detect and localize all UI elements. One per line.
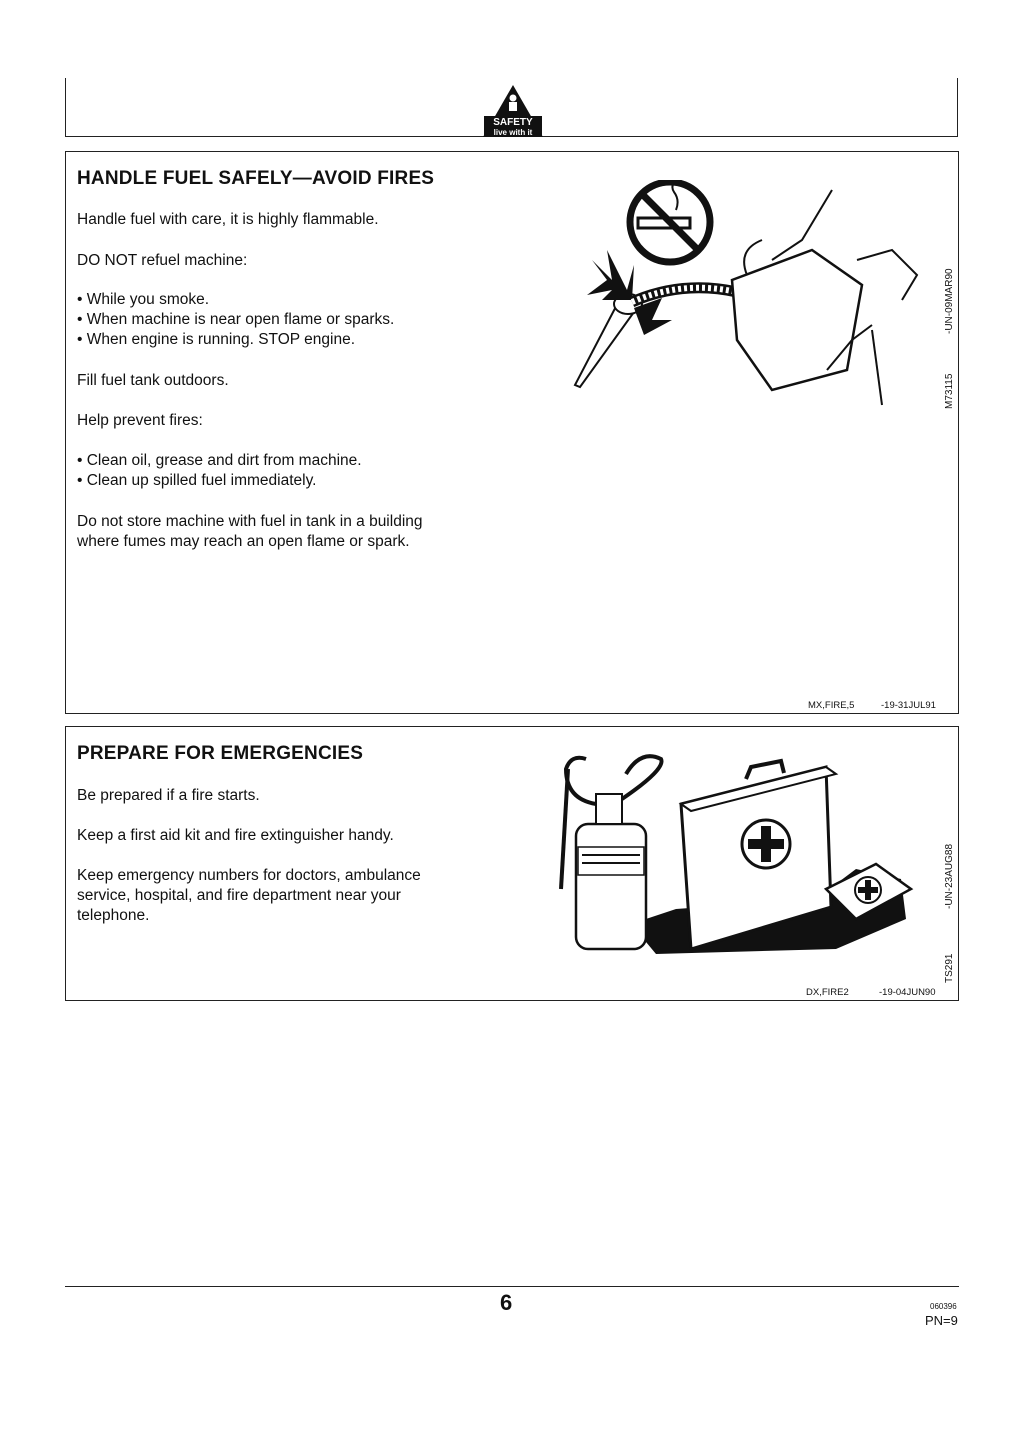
paragraph: Be prepared if a fire starts. xyxy=(77,787,260,804)
text-line: service, hospital, and fire department near your xyxy=(77,887,401,904)
paragraph xyxy=(77,512,497,552)
paragraph: Fill fuel tank outdoors. xyxy=(77,372,229,389)
list-item: • Clean oil, grease and dirt from machine. xyxy=(77,451,362,471)
reference-date: -19-31JUL91 xyxy=(881,700,936,711)
paragraph xyxy=(77,866,497,926)
fuel-can-illustration xyxy=(572,180,924,410)
image-code: M73115 xyxy=(944,373,955,409)
emergency-illustration xyxy=(556,749,916,959)
image-code: -UN-23AUG88 xyxy=(944,843,955,909)
fire-extinguisher-illustration xyxy=(561,756,662,949)
list-item: • When machine is near open flame or sparks. xyxy=(77,310,394,330)
page-number: 6 xyxy=(500,1290,513,1315)
text-line: telephone. xyxy=(77,907,150,924)
paragraph: Help prevent fires: xyxy=(77,412,203,429)
paragraph: Keep a first aid kit and fire extinguisher handy. xyxy=(77,827,394,844)
image-code: -UN-09MAR90 xyxy=(944,268,955,334)
paragraph: DO NOT refuel machine: xyxy=(77,252,248,269)
reference-code: MX,FIRE,5 xyxy=(808,700,855,711)
text-line: where fumes may reach an open flame or spark. xyxy=(77,533,410,550)
list-item: • Clean up spilled fuel immediately. xyxy=(77,471,362,491)
reference-code: DX,FIRE2 xyxy=(806,987,849,998)
section-title: PREPARE FOR EMERGENCIES xyxy=(77,743,364,764)
section-title: HANDLE FUEL SAFELY—AVOID FIRES xyxy=(77,168,435,189)
text-line: Keep emergency numbers for doctors, ambulance xyxy=(77,867,421,884)
logo-line2: live with it xyxy=(493,128,533,137)
pn-label: PN=9 xyxy=(925,1313,958,1328)
bullet-list xyxy=(77,290,394,350)
list-item: • While you smoke. xyxy=(77,290,394,310)
document-code: 060396 xyxy=(930,1302,957,1311)
no-smoking-icon xyxy=(630,180,710,262)
bullet-list xyxy=(77,451,362,491)
footer-divider xyxy=(65,1286,959,1287)
paragraph: Handle fuel with care, it is highly flammable. xyxy=(77,211,379,228)
text-line: Do not store machine with fuel in tank in a building xyxy=(77,513,423,530)
fuel-safety-panel xyxy=(65,151,959,714)
reference-date: -19-04JUN90 xyxy=(879,987,936,998)
safety-triangle-icon xyxy=(482,84,544,138)
logo-line1: SAFETY xyxy=(493,117,533,128)
list-item: • When engine is running. STOP engine. xyxy=(77,330,394,350)
emergencies-panel xyxy=(65,726,959,1001)
image-code: TS291 xyxy=(944,953,955,983)
